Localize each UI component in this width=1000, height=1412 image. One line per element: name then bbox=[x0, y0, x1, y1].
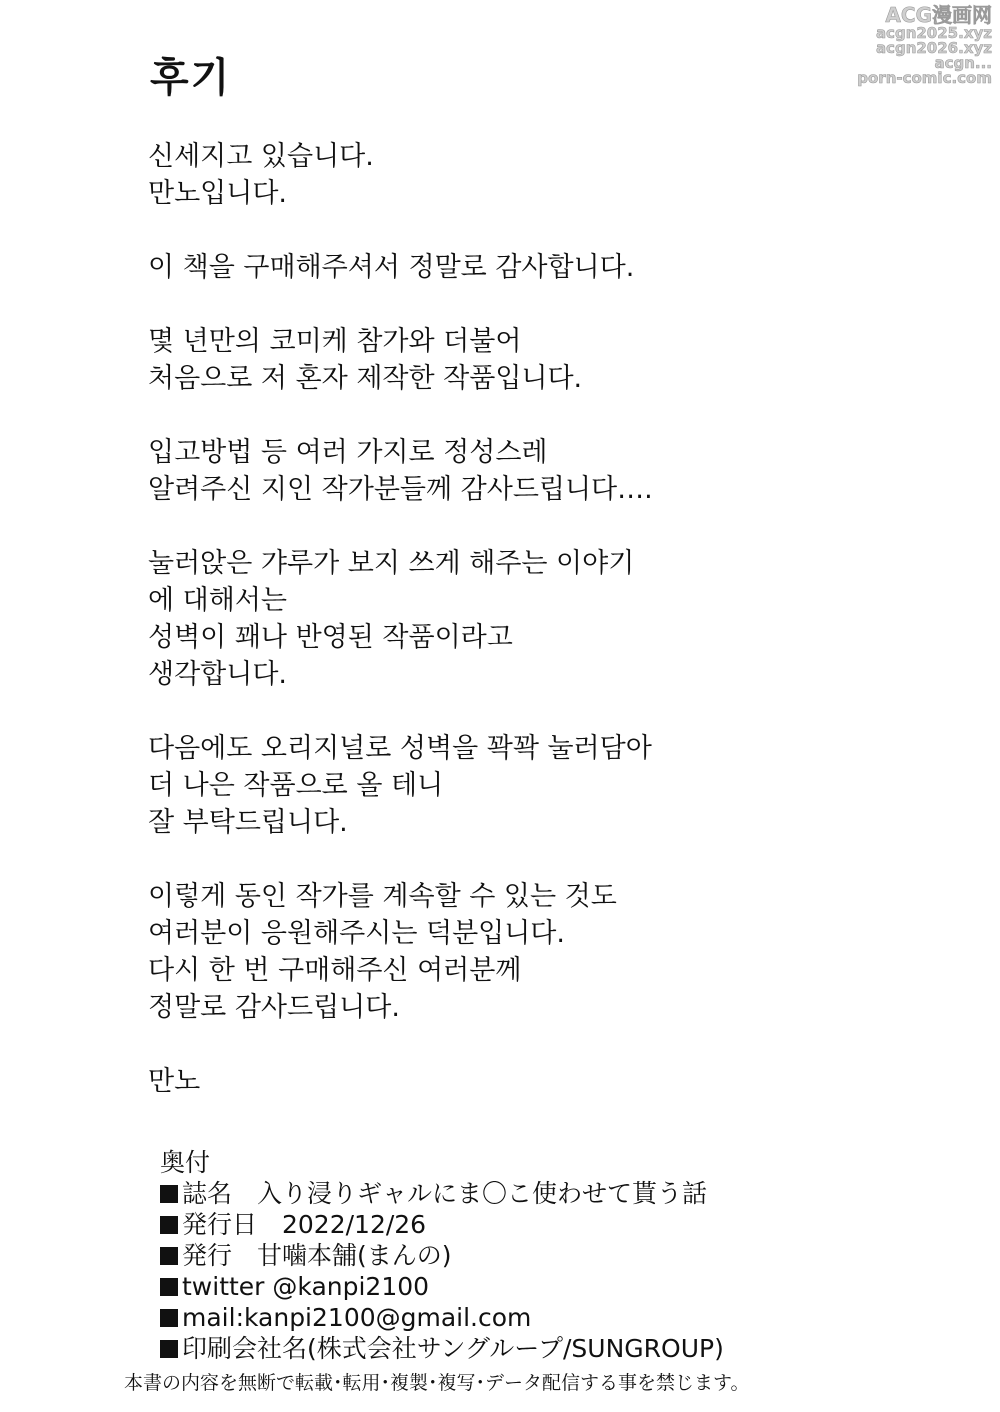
square-bullet-icon bbox=[160, 1309, 178, 1327]
text-line: 정말로 감사드립니다. bbox=[148, 992, 400, 1023]
paragraph bbox=[148, 545, 848, 693]
paragraph bbox=[148, 323, 848, 397]
paragraph bbox=[148, 138, 848, 212]
site-watermark bbox=[832, 4, 992, 86]
text-line: 다시 한 번 구매해주신 여러분께 bbox=[148, 955, 522, 986]
text-line: 신세지고 있습니다. bbox=[148, 141, 374, 172]
text-line: 눌러앉은 갸루가 보지 쓰게 해주는 이야기 bbox=[148, 548, 635, 579]
copyright-notice: 本書の内容を無断で転載･転用･複製･複写･データ配信する事を禁じます。 bbox=[124, 1372, 750, 1394]
colophon-item bbox=[160, 1333, 920, 1364]
square-bullet-icon bbox=[160, 1216, 178, 1234]
text-line: 만노 bbox=[148, 1066, 201, 1097]
colophon-item bbox=[160, 1209, 920, 1240]
text-line: 성벽이 꽤나 반영된 작품이라고 bbox=[148, 622, 513, 653]
watermark-line: ACG漫画网 bbox=[885, 3, 992, 27]
paragraph bbox=[148, 1063, 848, 1100]
colophon-item-text: mail:kanpi2100@gmail.com bbox=[182, 1303, 532, 1332]
text-line: 만노입니다. bbox=[148, 178, 287, 209]
colophon-item-text: 発行日 2022/12/26 bbox=[182, 1210, 427, 1239]
page-title: 후기 bbox=[150, 55, 232, 101]
square-bullet-icon bbox=[160, 1340, 178, 1358]
watermark-line: porn-comic.com bbox=[857, 69, 992, 87]
square-bullet-icon bbox=[160, 1247, 178, 1265]
text-line: 더 나은 작품으로 올 테니 bbox=[148, 770, 444, 801]
text-line: 잘 부탁드립니다. bbox=[148, 807, 348, 838]
paragraph bbox=[148, 249, 848, 286]
paragraph bbox=[148, 434, 848, 508]
text-line: 몇 년만의 코미케 참가와 더불어 bbox=[148, 326, 522, 357]
watermark-line: acgn2025.xyz bbox=[875, 24, 992, 42]
colophon-item-text: 誌名 入り浸りギャルにま〇こ使わせて貰う話 bbox=[182, 1179, 708, 1208]
text-line: 처음으로 저 혼자 제작한 작품입니다. bbox=[148, 363, 583, 394]
text-line: 이 책을 구매해주셔서 정말로 감사합니다. bbox=[148, 252, 635, 283]
paragraph bbox=[148, 730, 848, 841]
square-bullet-icon bbox=[160, 1278, 178, 1296]
colophon-item-text: twitter @kanpi2100 bbox=[182, 1272, 430, 1301]
text-line: 이렇게 동인 작가를 계속할 수 있는 것도 bbox=[148, 881, 617, 912]
paragraph bbox=[148, 878, 848, 1026]
afterword-body bbox=[148, 138, 848, 1137]
text-line: 알려주신 지인 작가분들께 감사드립니다…. bbox=[148, 474, 653, 505]
text-line: 에 대해서는 bbox=[148, 585, 287, 616]
colophon-item bbox=[160, 1240, 920, 1271]
colophon-item bbox=[160, 1302, 920, 1333]
colophon-item-text: 発行 甘噛本舗(まんの) bbox=[182, 1241, 452, 1270]
watermark-line: acgn... bbox=[934, 54, 992, 72]
colophon bbox=[160, 1147, 920, 1364]
colophon-item bbox=[160, 1178, 920, 1209]
colophon-item-text: 印刷会社名(株式会社サングループ/SUNGROUP) bbox=[182, 1334, 724, 1363]
text-line: 여러분이 응원해주시는 덕분입니다. bbox=[148, 918, 565, 949]
colophon-heading: 奥付 bbox=[160, 1148, 211, 1177]
text-line: 생각합니다. bbox=[148, 659, 287, 690]
text-line: 입고방법 등 여러 가지로 정성스레 bbox=[148, 437, 548, 468]
colophon-list bbox=[160, 1178, 920, 1364]
square-bullet-icon bbox=[160, 1185, 178, 1203]
text-line: 다음에도 오리지널로 성벽을 꽉꽉 눌러담아 bbox=[148, 733, 652, 764]
watermark-line: acgn2026.xyz bbox=[875, 39, 992, 57]
colophon-item bbox=[160, 1271, 920, 1302]
